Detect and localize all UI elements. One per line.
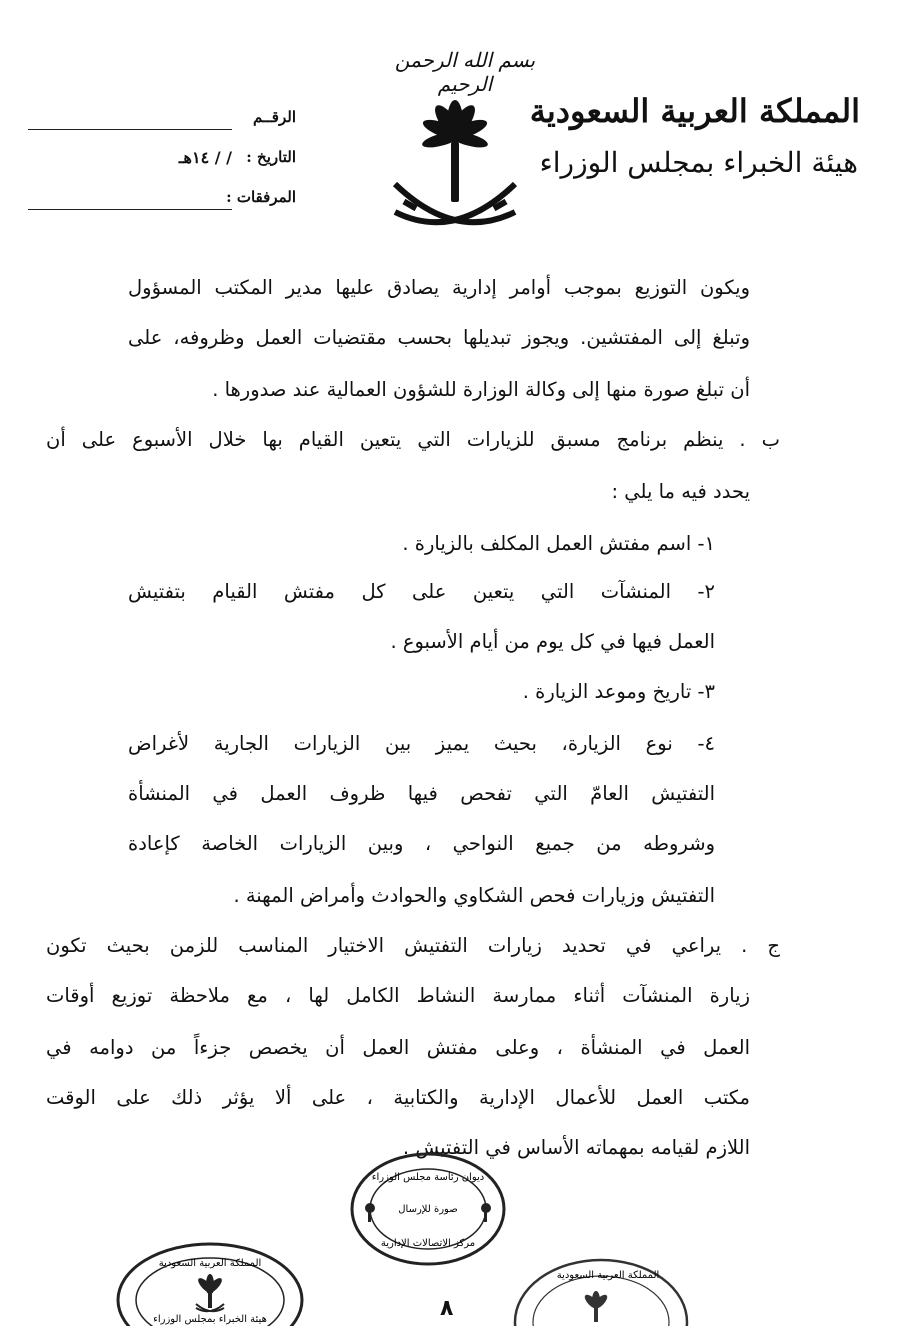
body-line: التفتيش العامّ التي تفحص فيها ظروف العمل في المنشأة	[128, 782, 715, 805]
center-stamp	[348, 1150, 508, 1268]
body-line: العمل فيها في كل يوم من أيام الأسبوع .	[390, 630, 715, 653]
saudi-emblem-icon	[385, 92, 525, 242]
basmala: بسم الله الرحمن الرحيم	[394, 48, 536, 96]
body-line: ٤- نوع الزيارة، بحيث يميز بين الزيارات الجارية لأغراض	[128, 732, 715, 755]
council-title: هيئة الخبراء بمجلس الوزراء	[539, 146, 858, 179]
right-stamp-emblem-icon	[583, 1291, 610, 1322]
attachments-field	[28, 186, 296, 216]
left-stamp	[112, 1240, 308, 1326]
body-line: اللازم لقيامه بمهماته الأساس في التفتيش .	[402, 1136, 750, 1159]
body-line: ٢- المنشآت التي يتعين على كل مفتش القيام بتفتيش	[128, 580, 715, 603]
center-stamp-inner-text: صورة للإرسال	[398, 1204, 458, 1215]
body-line: العمل في المنشأة ، وعلى مفتش العمل أن يخصص جزءاً من دوامه في	[46, 1036, 750, 1059]
date-value: / / ١٤هـ	[178, 148, 232, 167]
body-line: وشروطه من جميع النواحي ، وبين الزيارات الخاصة كإعادة	[128, 832, 715, 855]
reference-number-label: الرقــم	[253, 108, 296, 126]
center-stamp-bottom-text: مركز الاتصالات الإدارية	[380, 1238, 476, 1249]
date-field	[28, 146, 296, 176]
body-line: التفتيش وزيارات فحص الشكاوي والحوادث وأمراض المهنة .	[233, 884, 715, 907]
body-line: زيارة المنشآت أثناء ممارسة النشاط الكامل لها ، مع ملاحظة توزيع أوقات	[46, 984, 750, 1007]
body-line: ويكون التوزيع بموجب أوامر إدارية يصادق عليها مدير المكتب المسؤول	[128, 276, 750, 299]
body-line: ١- اسم مفتش العمل المكلف بالزيارة .	[402, 532, 715, 555]
page-number: ٨	[440, 1296, 454, 1321]
date-label: التاريخ :	[246, 148, 296, 166]
kingdom-title: المملكة العربية السعودية	[529, 92, 860, 130]
right-stamp-top-text: المملكة العربية السعودية	[556, 1270, 660, 1281]
attachments-line	[28, 209, 232, 210]
left-stamp-top-text: المملكة العربية السعودية	[158, 1258, 262, 1269]
body-line: يحدد فيه ما يلي :	[611, 480, 750, 503]
left-stamp-bottom-text: هيئة الخبراء بمجلس الوزراء	[153, 1314, 267, 1325]
body-line: أن تبلغ صورة منها إلى وكالة الوزارة للشؤون العمالية عند صدورها .	[212, 378, 750, 401]
right-stamp	[508, 1254, 694, 1326]
body-line: وتبلغ إلى المفتشين. ويجوز تبديلها بحسب مقتضيات العمل وظروفه، على	[128, 326, 750, 349]
body-line: ب . ينظم برنامج مسبق للزيارات التي يتعين القيام بها خلال الأسبوع على أن	[46, 428, 780, 451]
center-stamp-top-text: ديوان رئاسة مجلس الوزراء	[371, 1172, 485, 1183]
left-stamp-emblem-icon	[196, 1274, 224, 1311]
reference-number-line	[28, 129, 232, 130]
body-line: ٣- تاريخ وموعد الزيارة .	[522, 680, 715, 703]
reference-number-field	[28, 106, 296, 136]
body-line: ج . يراعي في تحديد زيارات التفتيش الاختيار المناسب للزمن بحيث تكون	[46, 934, 780, 957]
body-line: مكتب العمل للأعمال الإدارية والكتابية ، على ألا يؤثر ذلك على الوقت	[46, 1086, 750, 1109]
attachments-label: المرفقات :	[226, 188, 296, 206]
